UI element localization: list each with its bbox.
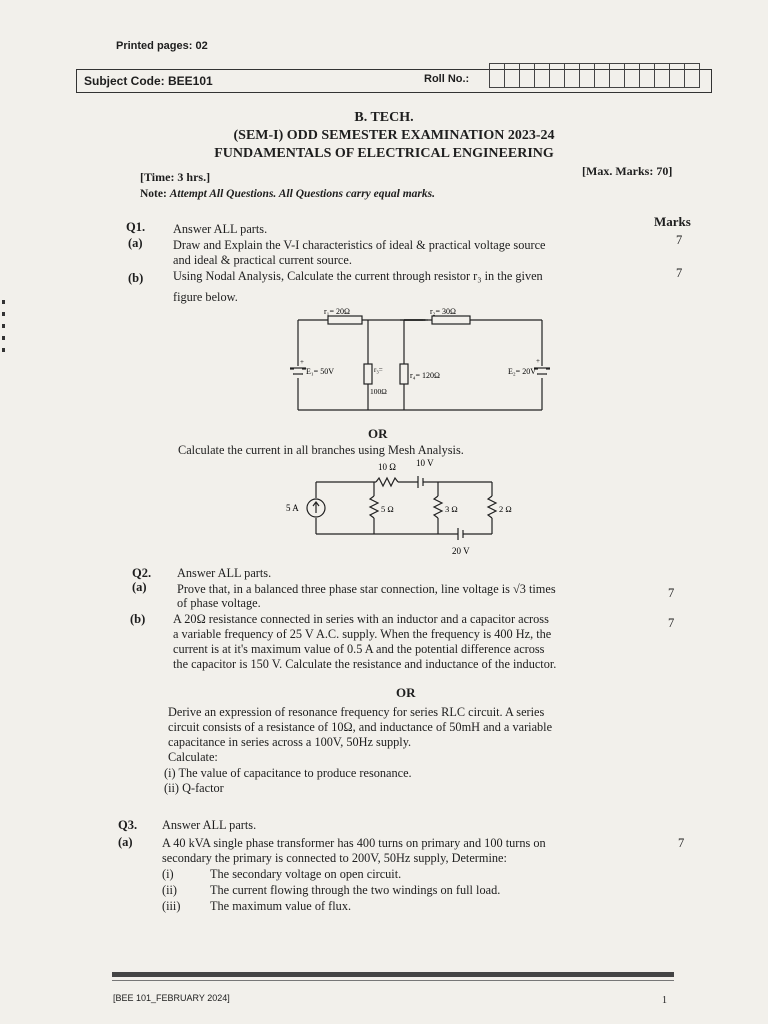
r3-value: 100Ω: [370, 387, 387, 396]
margin-dots: [2, 300, 6, 360]
r2-label: r₂= 30Ω: [430, 307, 456, 316]
q2a-line1: Prove that, in a balanced three phase star connection, line voltage is √3 times: [177, 582, 556, 596]
q3a-line1: A 40 kVA single phase transformer has 400 turns on primary and 100 turns on: [162, 836, 546, 850]
course-title: B. TECH.: [354, 110, 414, 125]
q2b-line3: current is at it's maximum value of 0.5 A and the potential difference across: [173, 642, 545, 656]
e1-label: E₁= 50V: [306, 367, 334, 376]
q1b-line2: figure below.: [173, 290, 238, 304]
max-marks: [Max. Marks: 70]: [582, 164, 673, 178]
q2b-line4: the capacitor is 150 V. Calculate the resistance and inductance of the inductor.: [173, 657, 557, 671]
q1b-marks: 7: [676, 266, 683, 280]
q1a-line1: Draw and Explain the V-I characteristics of ideal & practical voltage source: [173, 238, 546, 252]
roll-no-box[interactable]: [669, 63, 685, 88]
roll-no-box[interactable]: [519, 63, 535, 88]
footer-code: [BEE 101_FEBRUARY 2024]: [113, 993, 230, 1003]
roll-no-box[interactable]: [534, 63, 550, 88]
q2-alt-line5: (i) The value of capacitance to produce resonance.: [164, 766, 412, 780]
roll-no-box[interactable]: [624, 63, 640, 88]
nodal-circuit-diagram: [280, 306, 560, 414]
mesh-r-top-label: 10 Ω: [378, 462, 396, 472]
q2-alt-line1: Derive an expression of resonance frequency for series RLC circuit. A series: [168, 705, 545, 719]
mesh-circuit-diagram: [280, 456, 530, 558]
time-label: [Time: 3 hrs.]: [140, 170, 211, 184]
mesh-r-c-label: 2 Ω: [499, 504, 512, 514]
q2-intro: Answer ALL parts.: [177, 566, 272, 580]
q1-intro: Answer ALL parts.: [173, 222, 268, 236]
q3a-line2: secondary the primary is connected to 200V, 50Hz supply, Determine:: [162, 851, 507, 865]
q3-intro: Answer ALL parts.: [162, 818, 257, 832]
footer-bar: [112, 972, 674, 977]
note-label: Note:: [140, 188, 167, 200]
q1b-line1: Using Nodal Analysis, Calculate the current through resistor r₃ in the given: [173, 269, 543, 283]
roll-no-boxes[interactable]: [490, 63, 700, 88]
roll-no-label: Roll No.:: [424, 73, 470, 85]
page-number: 1: [662, 995, 667, 1006]
q3-i-text: The secondary voltage on open circuit.: [210, 867, 402, 881]
roll-no-box[interactable]: [594, 63, 610, 88]
r1-label: r₁= 20Ω: [324, 307, 350, 316]
q2-alt-line2: circuit consists of a resistance of 10Ω, and inductance of 50mH and a variable: [168, 720, 553, 734]
e1-plus: +: [300, 358, 304, 366]
note: [140, 188, 435, 200]
q2-number: Q2.: [132, 566, 152, 580]
roll-no-box[interactable]: [504, 63, 520, 88]
note-text: Attempt All Questions. All Questions carry equal marks.: [169, 188, 435, 200]
q1a-label: (a): [128, 236, 143, 250]
q2b-line2: a variable frequency of 25 V A.C. supply. When the frequency is 400 Hz, the: [173, 627, 552, 641]
mesh-r-a-label: 5 Ω: [381, 504, 394, 514]
q1a-marks: 7: [676, 233, 683, 247]
roll-no-box[interactable]: [549, 63, 565, 88]
roll-no-box[interactable]: [564, 63, 580, 88]
q2a-marks: 7: [668, 586, 675, 600]
subject-code: Subject Code: BEE101: [84, 74, 213, 88]
roll-no-box[interactable]: [654, 63, 670, 88]
e2-label: E₂= 20V: [508, 367, 536, 376]
q1a-line2: and ideal & practical current source.: [173, 253, 352, 267]
q1-or: OR: [368, 426, 388, 441]
mesh-r-b-label: 3 Ω: [445, 504, 458, 514]
q2-alt-line6: (ii) Q-factor: [164, 781, 224, 795]
footer-line: [112, 980, 674, 981]
roll-no-box[interactable]: [579, 63, 595, 88]
printed-pages: Printed pages: 02: [116, 40, 208, 52]
r4-label: r₄= 120Ω: [410, 371, 440, 380]
q3-number: Q3.: [118, 818, 138, 832]
q2a-label: (a): [132, 580, 147, 594]
q1-alt: Calculate the current in all branches using Mesh Analysis.: [178, 443, 464, 457]
marks-header: Marks: [654, 214, 691, 229]
roll-no-box[interactable]: [609, 63, 625, 88]
q3-ii-text: The current flowing through the two windings on full load.: [210, 883, 501, 897]
q1b-label: (b): [128, 271, 144, 285]
q3a-label: (a): [118, 835, 133, 849]
q3-ii-label: (ii): [162, 883, 178, 897]
mesh-v-top-label: 10 V: [416, 458, 434, 468]
roll-no-box[interactable]: [639, 63, 655, 88]
q2b-line1: A 20Ω resistance connected in series with an inductor and a capacitor across: [173, 612, 549, 626]
q3a-marks: 7: [678, 836, 685, 850]
mesh-v-bot-label: 20 V: [452, 546, 470, 556]
q1-number: Q1.: [126, 220, 146, 234]
q2a-line2: of phase voltage.: [177, 596, 261, 610]
q3-iii-text: The maximum value of flux.: [210, 899, 352, 913]
q3-i-label: (i): [162, 867, 174, 881]
q2b-marks: 7: [668, 616, 675, 630]
q2-or: OR: [396, 685, 416, 700]
q3-iii-label: (iii): [162, 899, 181, 913]
subject-title: FUNDAMENTALS OF ELECTRICAL ENGINEERING: [214, 146, 554, 161]
q2-alt-line3: capacitance in series across a 100V, 50Hz supply.: [168, 735, 412, 749]
r3-label: r₃=: [374, 366, 383, 374]
q2-alt-line4: Calculate:: [168, 750, 218, 764]
roll-no-box[interactable]: [684, 63, 700, 88]
e2-plus: +: [536, 357, 540, 365]
q2b-label: (b): [130, 612, 146, 626]
mesh-source-label: 5 A: [286, 503, 299, 513]
exam-title: (SEM-I) ODD SEMESTER EXAMINATION 2023-24: [233, 128, 555, 143]
roll-no-box[interactable]: [489, 63, 505, 88]
